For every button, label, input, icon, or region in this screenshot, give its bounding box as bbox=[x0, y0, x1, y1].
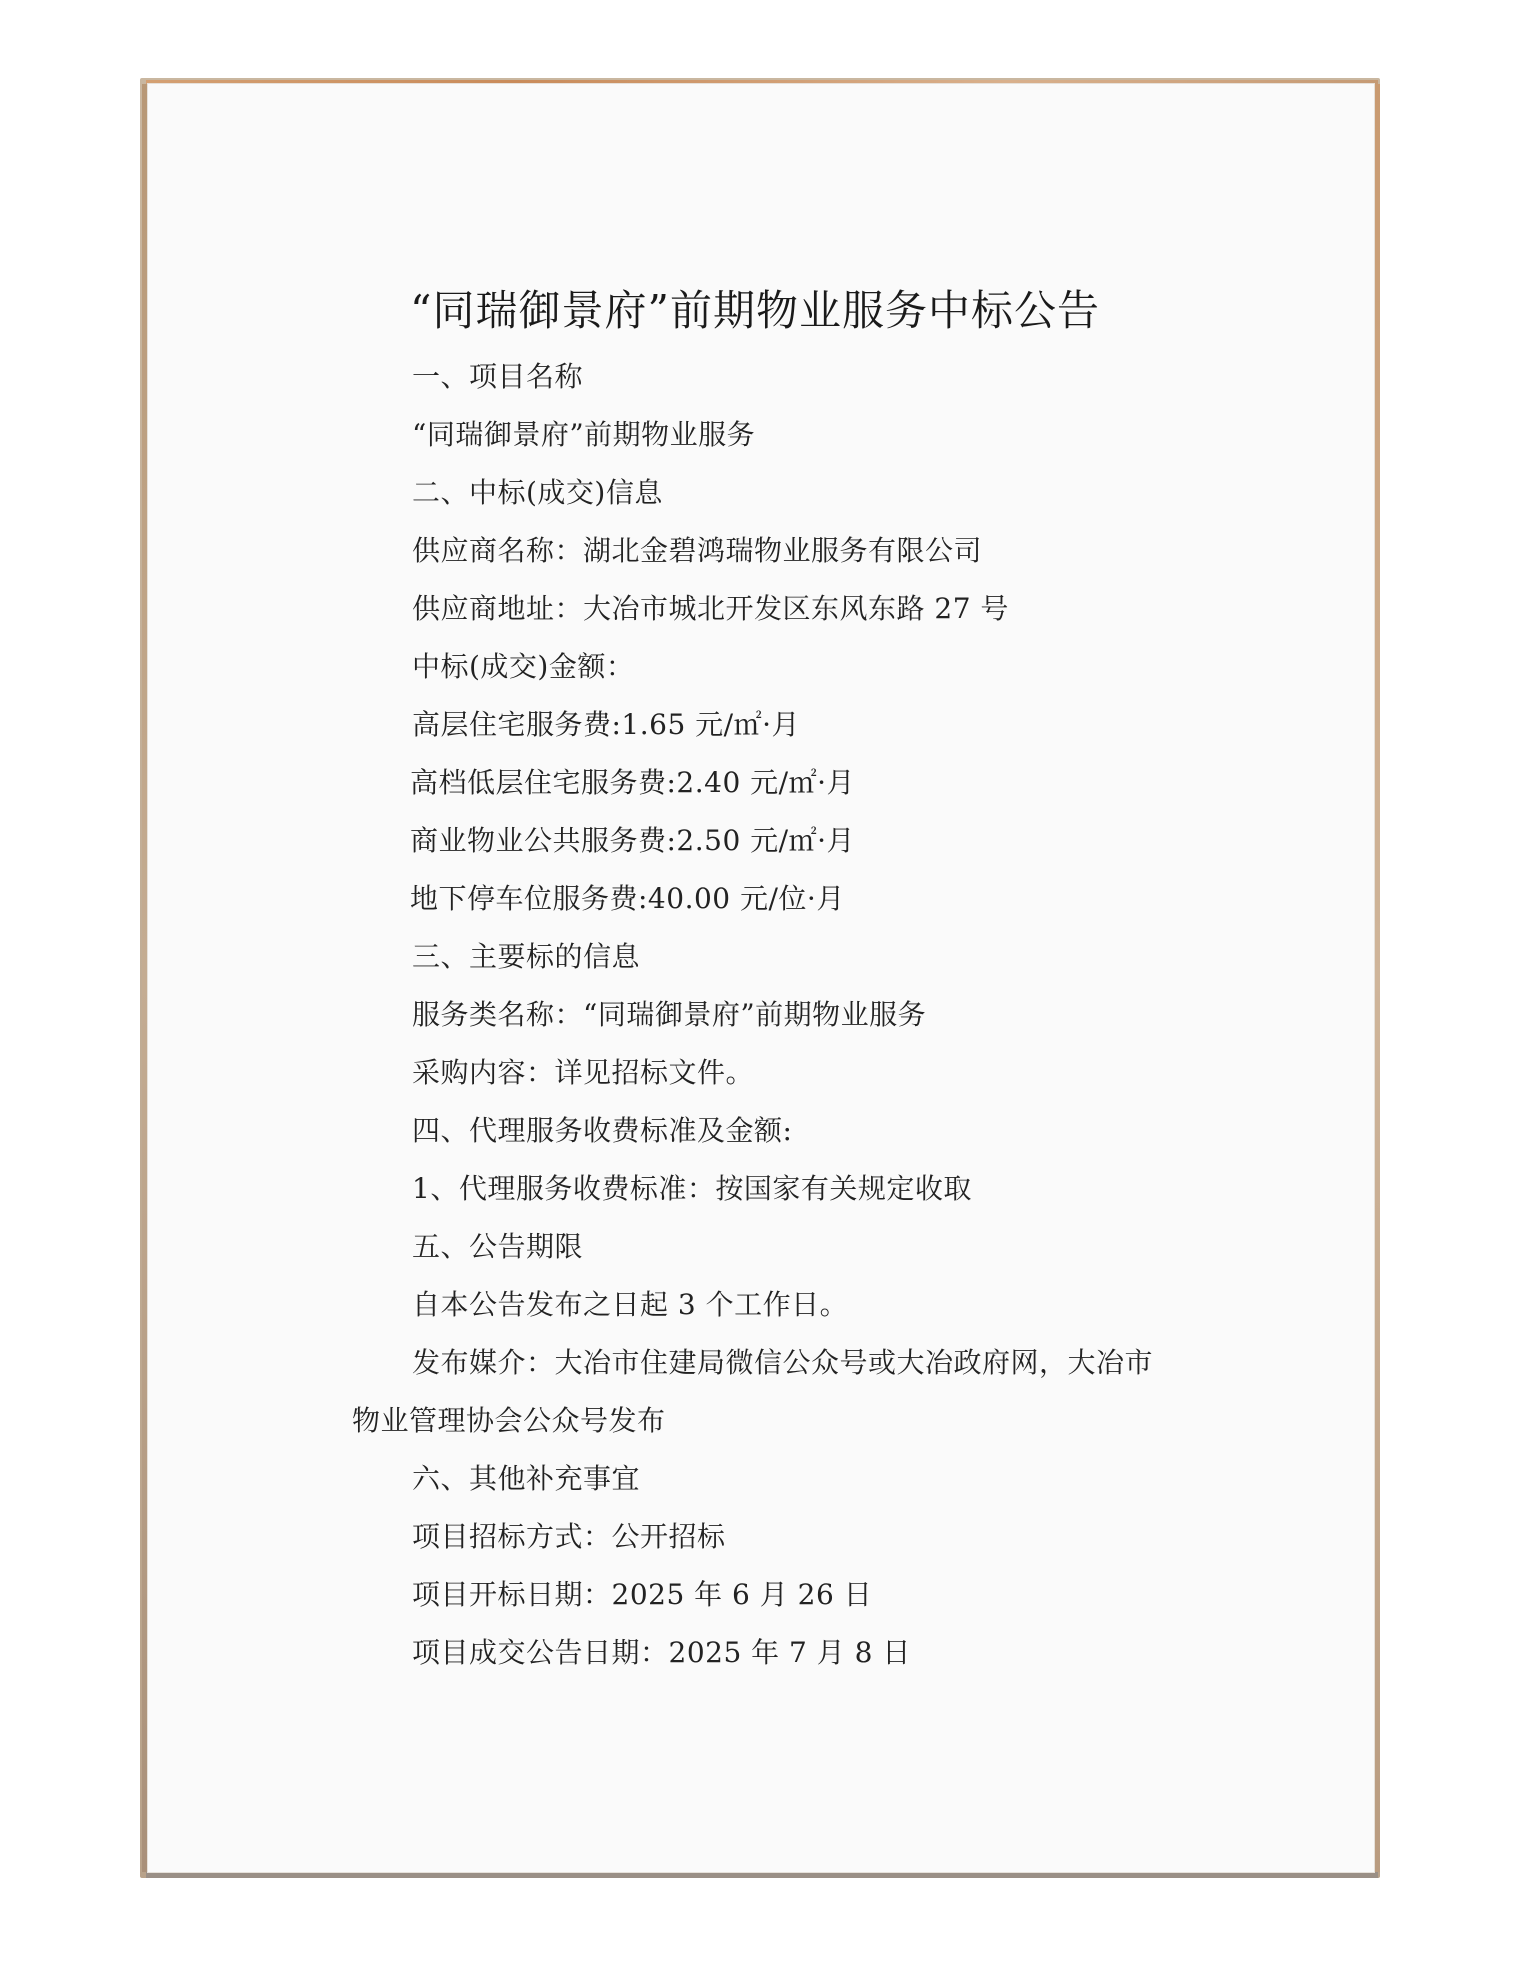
publication-media-continued: 物业管理协会公众号发布 bbox=[352, 1404, 666, 1437]
project-name: “同瑞御景府”前期物业服务 bbox=[412, 418, 756, 451]
supplier-address: 供应商地址：大冶市城北开发区东风东路 27 号 bbox=[412, 592, 1009, 625]
supplier-name: 供应商名称：湖北金碧鸿瑞物业服务有限公司 bbox=[412, 534, 983, 567]
award-amount-label: 中标(成交)金额： bbox=[412, 650, 635, 683]
section-heading-4: 四、代理服务收费标准及金额: bbox=[412, 1114, 793, 1147]
fee-commercial: 商业物业公共服务费:2.50 元/㎡·月 bbox=[410, 824, 856, 857]
section-heading-3: 三、主要标的信息 bbox=[412, 940, 641, 973]
paper-edge-right bbox=[1374, 84, 1380, 1872]
section-heading-1: 一、项目名称 bbox=[412, 360, 584, 393]
publication-media: 发布媒介：大冶市住建局微信公众号或大冶政府网，大冶市 bbox=[412, 1346, 1154, 1379]
paper-edge-bottom bbox=[146, 1872, 1378, 1878]
procurement-content: 采购内容：详见招标文件。 bbox=[412, 1056, 755, 1089]
fee-parking: 地下停车位服务费:40.00 元/位·月 bbox=[410, 882, 845, 915]
agency-fee-standard: 1、代理服务收费标准：按国家有关规定收取 bbox=[412, 1172, 972, 1205]
section-heading-2: 二、中标(成交)信息 bbox=[412, 476, 663, 509]
award-announcement-date: 项目成交公告日期：2025 年 7 月 8 日 bbox=[412, 1636, 911, 1669]
section-heading-6: 六、其他补充事宜 bbox=[412, 1462, 641, 1495]
section-heading-5: 五、公告期限 bbox=[412, 1230, 584, 1263]
bid-opening-date: 项目开标日期：2025 年 6 月 26 日 bbox=[412, 1578, 873, 1611]
service-category: 服务类名称：“同瑞御景府”前期物业服务 bbox=[412, 998, 927, 1031]
tender-method: 项目招标方式：公开招标 bbox=[412, 1520, 726, 1553]
announcement-period: 自本公告发布之日起 3 个工作日。 bbox=[412, 1288, 849, 1321]
fee-low-rise: 高档低层住宅服务费:2.40 元/㎡·月 bbox=[410, 766, 856, 799]
fee-high-rise: 高层住宅服务费:1.65 元/㎡·月 bbox=[412, 708, 801, 741]
document-title: “同瑞御景府”前期物业服务中标公告 bbox=[410, 286, 1100, 335]
